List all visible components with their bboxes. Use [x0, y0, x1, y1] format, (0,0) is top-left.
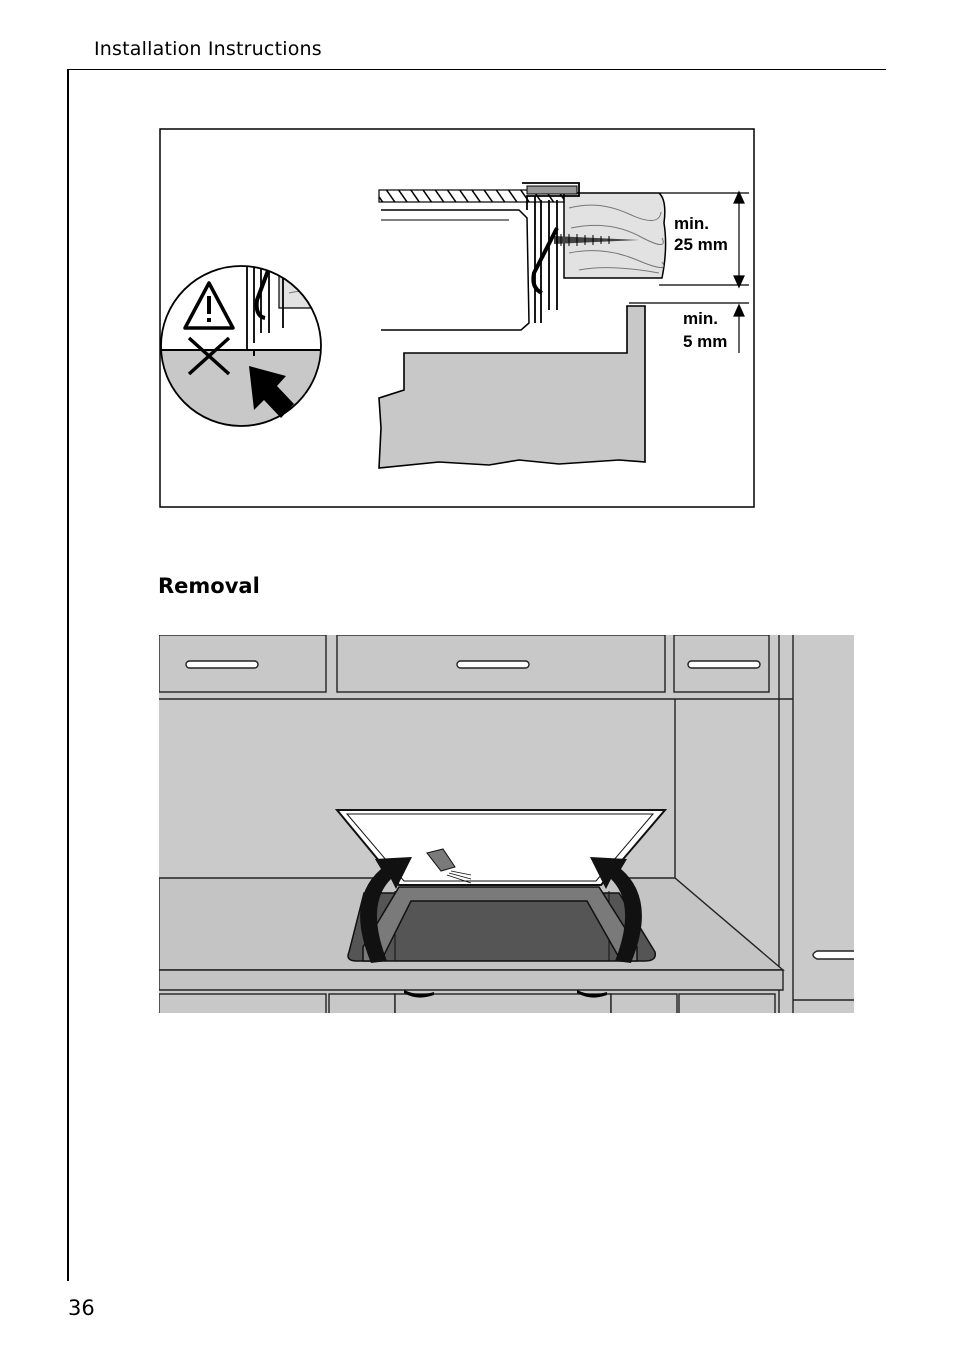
lower-cabinets: [159, 994, 775, 1013]
dim-top-line1: min.: [674, 214, 709, 233]
page-number: 36: [68, 1296, 95, 1320]
dim-bottom-line2: 5 mm: [683, 332, 728, 351]
hob-body: [381, 210, 529, 330]
upper-cabinets: [159, 635, 793, 699]
worktop-wood: [564, 193, 666, 278]
worktop-edge: [159, 970, 783, 990]
cabinet-handle: [457, 661, 529, 668]
section-heading-removal: Removal: [158, 574, 260, 598]
side-rule: [67, 69, 69, 1281]
header-title: Installation Instructions: [94, 38, 322, 60]
dim-top-line2: 25 mm: [674, 235, 728, 254]
cabinet-handle: [186, 661, 258, 668]
dim-bottom-line1: min.: [683, 309, 718, 328]
installation-diagram: [159, 128, 755, 508]
header-rule: [68, 69, 886, 70]
removal-diagram: [159, 635, 854, 1013]
cabinet-handle: [688, 661, 760, 668]
